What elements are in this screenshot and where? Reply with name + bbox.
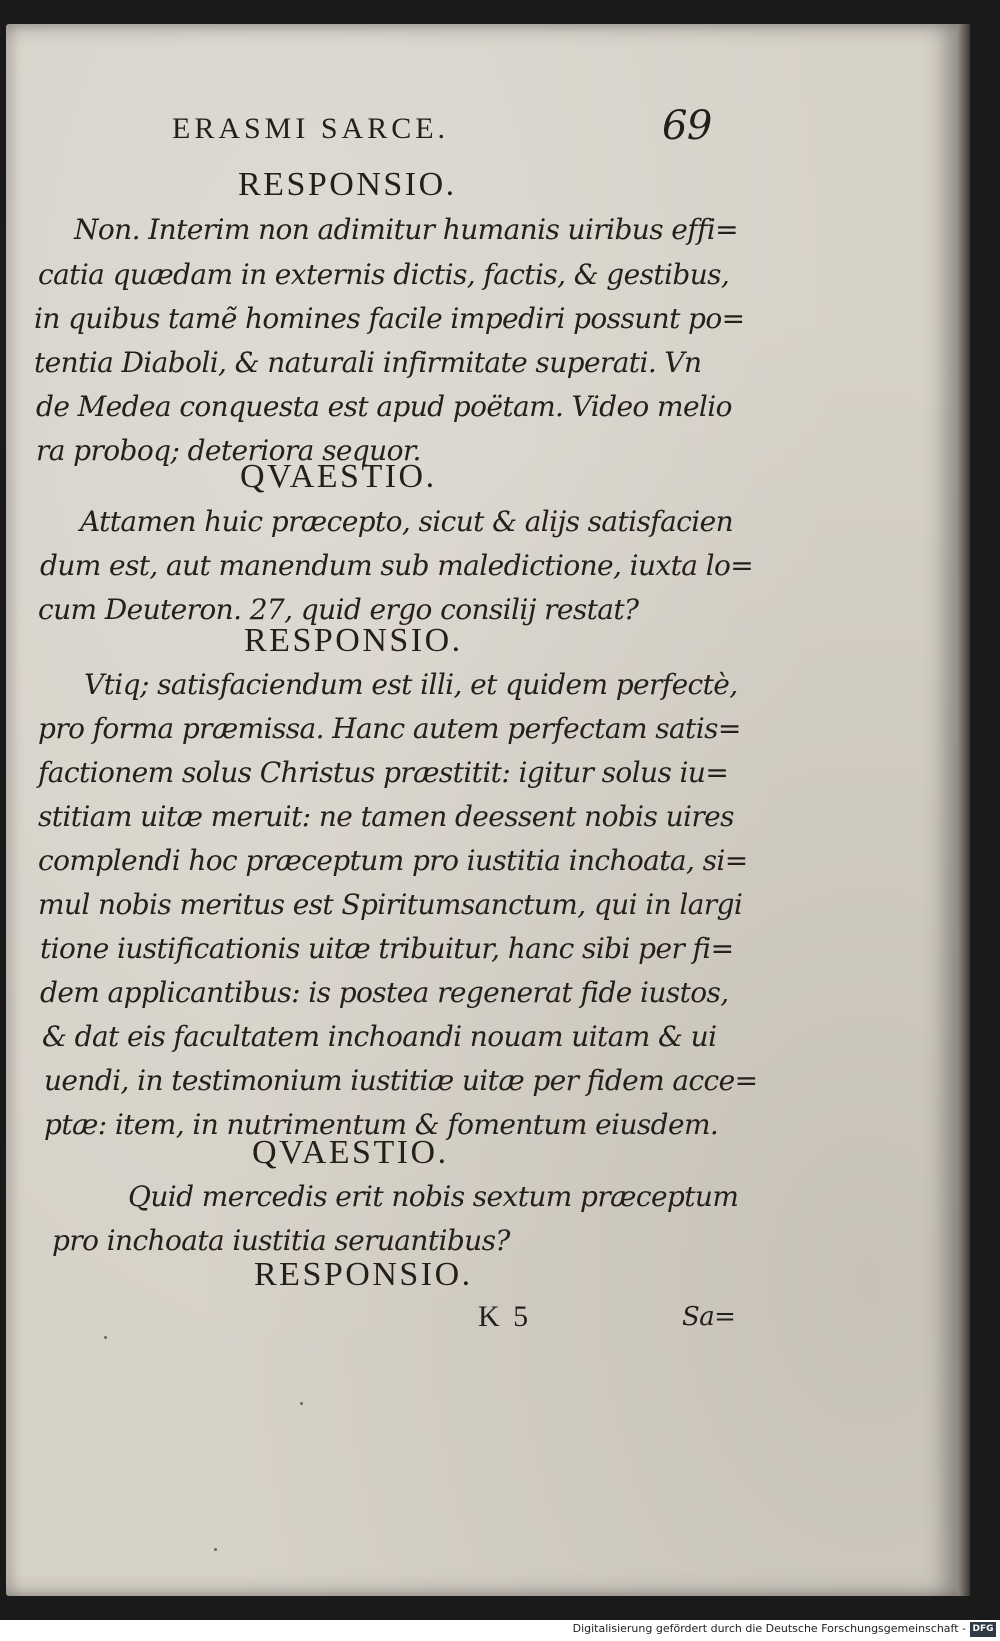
footer-bar (0, 1620, 1000, 1641)
text-line: Non. Interim non adimitur humanis uiribus effi= (74, 213, 739, 246)
text-line: catia quædam in externis dictis, factis, & gestibus, (38, 258, 730, 291)
catchword: Sa= (682, 1302, 736, 1332)
heading-responsio: RESPONSIO. (244, 622, 463, 659)
heading-responsio: RESPONSIO. (238, 166, 457, 203)
text-line: tione iustificationis uitæ tribuitur, hanc sibi per fi= (40, 932, 734, 965)
text-line: tentia Diaboli, & naturali infirmitate superati. Vn (34, 346, 702, 379)
text-line: ptæ: item, in nutrimentum & fomentum eiusdem. (44, 1108, 719, 1141)
text-line: de Medea conquesta est apud poëtam. Video melio (36, 390, 732, 423)
text-line: Vtiq; satisfaciendum est illi, et quidem perfectè, (84, 668, 738, 701)
page-edge-shadow (958, 24, 970, 1596)
text-line: Attamen huic præcepto, sicut & alijs satisfacien (80, 505, 734, 538)
footer-credit: Digitalisierung gefördert durch die Deutsche Forschungsgemeinschaft - (572, 1622, 966, 1635)
signature-mark: K 5 (478, 1300, 532, 1333)
page-number: 69 (662, 103, 712, 149)
text-line: in quibus tamẽ homines facile impediri possunt po= (34, 302, 745, 335)
text-line: mul nobis meritus est Spiritumsanctum, qui in largi (38, 888, 743, 921)
text-line: ra proboq; deteriora sequor. (36, 434, 421, 467)
text-line: Quid mercedis erit nobis sextum præceptum (128, 1180, 739, 1213)
paper-speck (104, 1336, 107, 1339)
running-head: ERASMI SARCE. (172, 112, 450, 145)
text-line: dem applicantibus: is postea regenerat fide iustos, (40, 976, 729, 1009)
text-line: cum Deuteron. 27, quid ergo consilij restat? (38, 593, 639, 626)
heading-quaestio: QVAESTIO. (252, 1134, 449, 1171)
text-line: pro inchoata iustitia seruantibus? (52, 1224, 510, 1257)
text-line: factionem solus Christus præstitit: igitur solus iu= (38, 756, 729, 789)
text-line: & dat eis facultatem inchoandi nouam uitam & ui (42, 1020, 717, 1053)
paper-speck (300, 1402, 303, 1405)
dfg-logo: DFG (970, 1622, 996, 1637)
text-line: uendi, in testimonium iustitiæ uitæ per fidem acce= (44, 1064, 758, 1097)
text-line: complendi hoc præceptum pro iustitia inchoata, si= (38, 844, 748, 877)
text-line: stitiam uitæ meruit: ne tamen deessent nobis uires (38, 800, 734, 833)
heading-responsio: RESPONSIO. (254, 1256, 473, 1293)
text-line: dum est, aut manendum sub maledictione, iuxta lo= (40, 549, 754, 582)
heading-quaestio: QVAESTIO. (240, 458, 437, 495)
paper-speck (214, 1548, 217, 1551)
text-line: pro forma præmissa. Hanc autem perfectam satis= (38, 712, 741, 745)
